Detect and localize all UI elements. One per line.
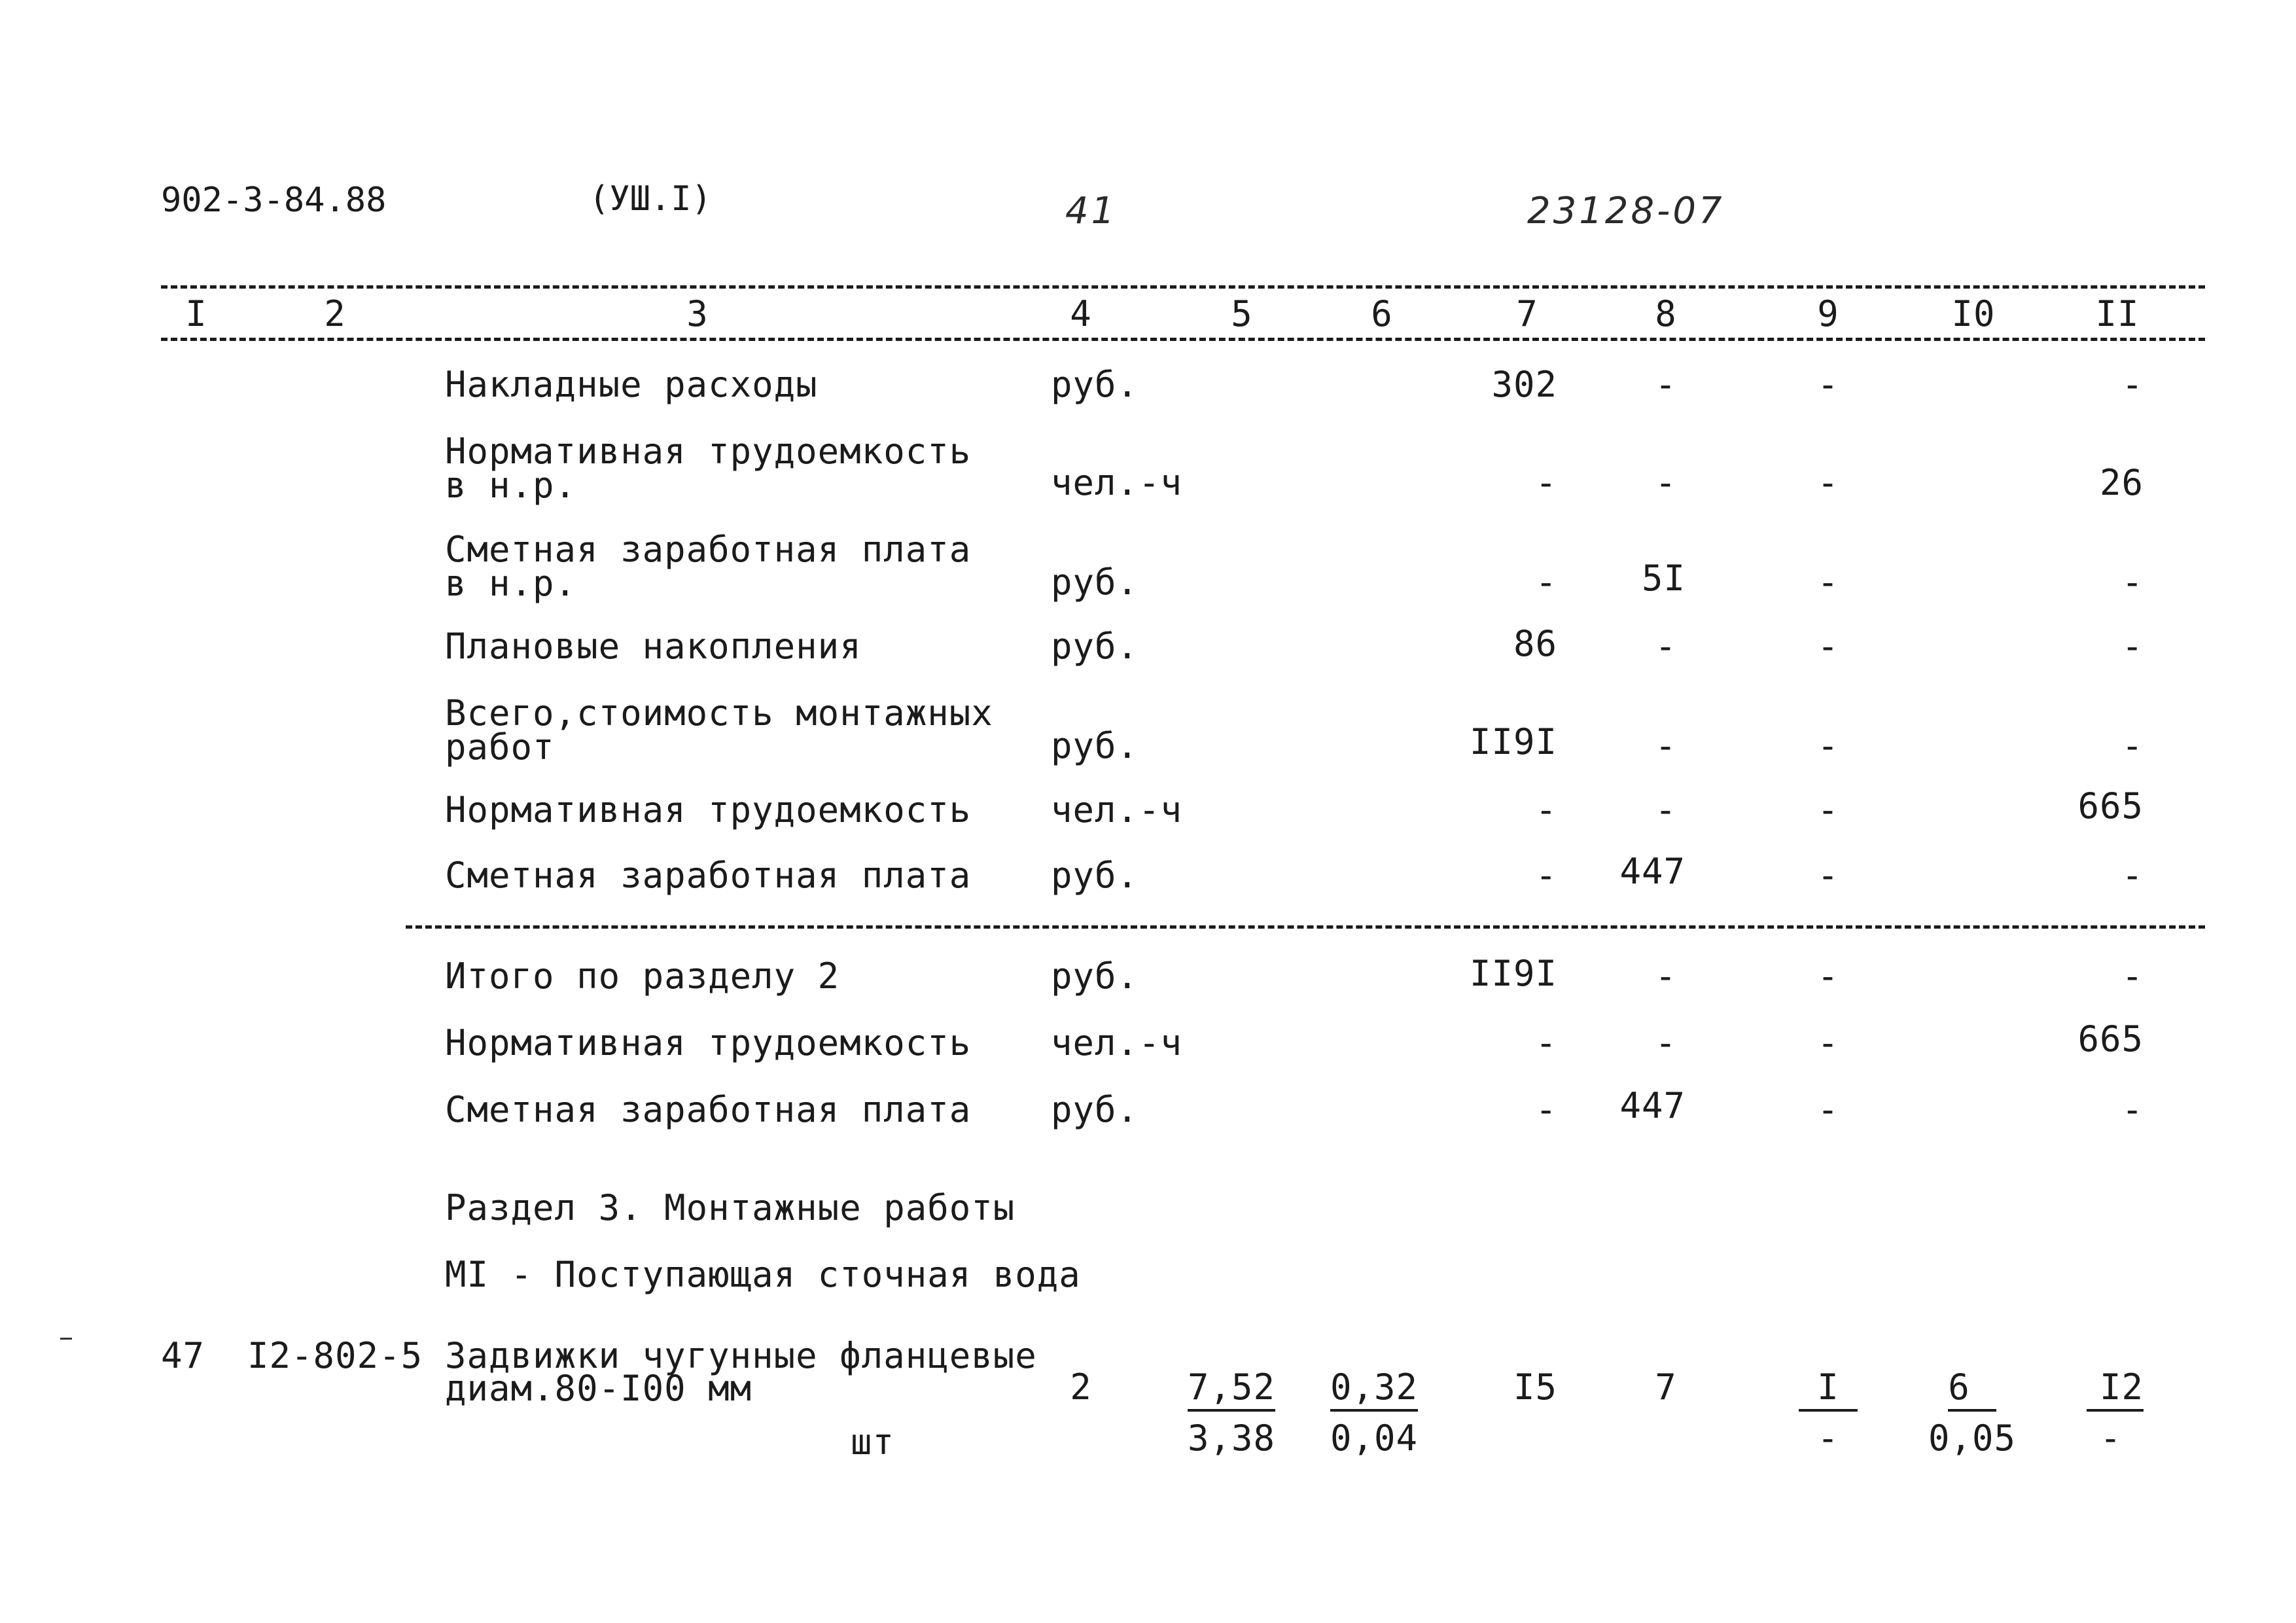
item-col7: I5 [1513,1366,1557,1408]
header-bottom-rule [161,338,2205,341]
row-col11: - [2121,562,2144,603]
total-col7: - [1535,1022,1557,1063]
row-unit: руб. [1051,626,1139,667]
item-col9-top [1790,1366,1866,1408]
row-col7: 86 [1513,623,1557,664]
row-col11: - [2121,855,2144,896]
col-header-8: 8 [1655,293,1677,334]
col-header-2: 2 [324,293,346,334]
row-col9: - [1817,562,1839,603]
row-name: Нормативная трудоемкость [445,789,972,830]
row-col9: - [1817,725,1839,766]
item-unit: шт [851,1421,895,1463]
row-col7: 302 [1491,364,1557,405]
total-name: Сметная заработная плата [445,1089,972,1130]
total-col11: 665 [2077,1018,2144,1060]
row-col9: - [1817,364,1839,405]
row-col9: - [1817,855,1839,896]
document-code: 902-3-84.88 [161,181,387,220]
item-col5-top [1186,1366,1277,1408]
row-unit: руб. [1051,725,1139,766]
row-name: Накладные расходы [445,364,818,405]
doc-number: 23128-07 [1527,190,1725,232]
row-col8: 5I [1641,558,1686,599]
section-separator [406,925,2205,929]
row-col9: - [1817,789,1839,830]
row-col7: - [1535,855,1557,896]
row-unit: руб. [1051,364,1139,405]
total-col7: - [1535,1089,1557,1130]
item-name-cont: диам.80-I00 мм [445,1368,752,1409]
total-col9: - [1817,1022,1839,1063]
row-col9: - [1817,626,1839,667]
item-col10-bottom: 0,05 [1928,1418,2017,1459]
item-code: I2-802-5 [247,1335,423,1376]
row-col7: II9I [1469,721,1557,762]
total-unit: руб. [1051,1089,1139,1130]
item-col9-top-value: I [1799,1366,1858,1412]
row-unit: руб. [1051,562,1139,603]
row-unit: руб. [1051,855,1139,896]
item-col10-top-value: 6 [1948,1366,1996,1412]
item-col11-top [2013,1366,2144,1408]
page-number: 41 [1065,190,1118,232]
row-name: Сметная заработная плата [445,529,972,570]
row-col11: 665 [2077,785,2144,827]
row-name-cont: в н.р. [445,563,577,604]
row-col11: - [2121,626,2144,667]
total-col8: - [1655,1022,1677,1063]
total-col9: - [1817,955,1839,997]
item-col8: 7 [1655,1366,1677,1408]
item-col10-top [1926,1366,2018,1408]
item-number: 47 [161,1335,205,1376]
col-header-9: 9 [1817,293,1839,334]
item-col11-top-value: I2 [2087,1366,2144,1412]
item-col6-bottom: 0,04 [1330,1418,1419,1459]
total-col8: 447 [1619,1085,1686,1126]
item-col11-bottom: - [2100,1418,2122,1459]
row-name: Сметная заработная плата [445,855,972,896]
col-header-11: II [2095,293,2140,334]
item-col6-top [1328,1366,1420,1408]
row-name: Плановые накопления [445,626,862,667]
row-unit: чел.-ч [1051,462,1183,503]
total-unit: чел.-ч [1051,1022,1183,1063]
col-header-3: 3 [686,293,709,334]
total-col7: II9I [1469,953,1557,994]
item-name: Задвижки чугунные фланцевые [445,1335,1037,1376]
total-col11: - [2121,1089,2144,1130]
total-unit: руб. [1051,955,1139,997]
row-col11: - [2121,364,2144,405]
section-title: Раздел 3. Монтажные работы [445,1187,1016,1228]
item-col6-top-value: 0,32 [1330,1366,1418,1412]
row-col9: - [1817,462,1839,503]
total-col11: - [2121,955,2144,997]
total-name: Итого по разделу 2 [445,955,840,997]
col-header-4: 4 [1070,293,1092,334]
row-col8: - [1655,789,1677,830]
row-name: Нормативная трудоемкость [445,431,972,472]
item-qty: 2 [1070,1366,1092,1408]
col-header-5: 5 [1231,293,1253,334]
row-col8: - [1655,725,1677,766]
row-name: Всего,стоимость монтажных [445,692,993,734]
col-header-10: I0 [1951,293,1996,334]
col-header-7: 7 [1516,293,1538,334]
row-col8: 447 [1619,851,1686,892]
row-name-cont: в н.р. [445,465,577,506]
row-col7: - [1535,462,1557,503]
row-col11: 26 [2099,462,2144,503]
total-name: Нормативная трудоемкость [445,1022,972,1063]
row-col7: - [1535,562,1557,603]
row-unit: чел.-ч [1051,789,1183,830]
item-col5-top-value: 7,52 [1188,1366,1275,1412]
total-col9: - [1817,1089,1839,1130]
row-col8: - [1655,364,1677,405]
row-col11: - [2121,725,2144,766]
item-col9-bottom: - [1817,1418,1839,1459]
row-col8: - [1655,462,1677,503]
section-ref: (УШ.I) [589,179,712,219]
total-col8: - [1655,955,1677,997]
section-subtitle: MI - Поступающая сточная вода [445,1254,1081,1295]
row-col8: - [1655,626,1677,667]
header-top-rule [161,285,2205,289]
row-col7: - [1535,789,1557,830]
item-col5-bottom: 3,38 [1187,1418,1276,1459]
col-header-6: 6 [1371,293,1393,334]
col-header-1: I [185,293,207,334]
row-name-cont: работ [445,726,555,768]
margin-mark [60,1338,72,1340]
